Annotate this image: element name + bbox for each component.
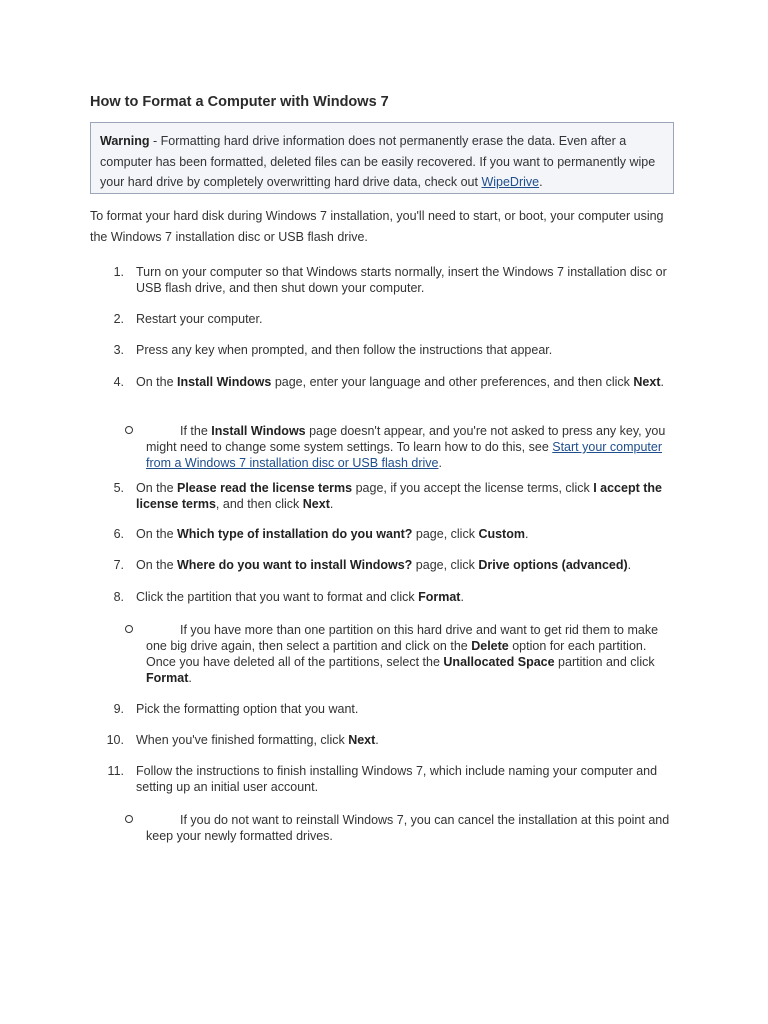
intro-paragraph: To format your hard disk during Windows 7 installation, you'll need to start, or boot, your computer using the Windows 7 installation disc or USB flash drive.	[90, 209, 664, 244]
circle-bullet-icon	[125, 426, 133, 434]
warning-box: Warning - Formatting hard drive information does not permanently erase the data. Even after a computer has been formatted, deleted files can be easily recovered. If you want to permanently wipe your hard drive by completely overwritting hard drive data, check out WipeDrive.	[90, 122, 674, 194]
wipedrive-link[interactable]: WipeDrive	[481, 175, 540, 189]
page-title: How to Format a Computer with Windows 7	[90, 94, 389, 110]
warning-label: Warning	[100, 134, 150, 148]
circle-bullet-icon	[125, 815, 133, 823]
circle-bullet-icon	[125, 625, 133, 633]
start-from-disc-link[interactable]: Start your computer from a Windows 7 installation disc or USB flash drive	[146, 440, 663, 470]
warning-text: - Formatting hard drive information does not permanently erase the data. Even after a computer has been formatted, deleted files can be easily recovered. If you want to permanently wipe your hard drive by completely overwritting hard drive data, check out	[100, 134, 656, 189]
